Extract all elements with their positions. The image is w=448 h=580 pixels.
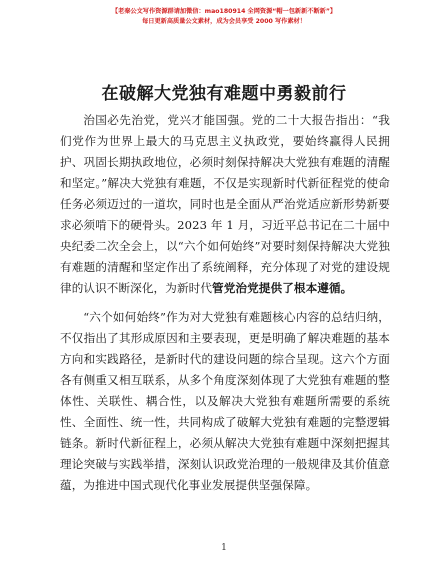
paragraph-2: “六个如何始终”作为对大党独有难题核心内容的总结归纳，不仅指出了其形成原因和主要表现，更是明确了解决难题的基本方向和实践路径，是新时代的建设问题的综合呈现。这六个方面各有侧重又相互联系，从多个角度深刻体现了大党独有难题的整体性、关联性、耦合性，以及解决大党独有难题所需要的系统性、全面性、统一性，共同构成了破解大党独有难题的完整逻辑链条。新时代新征程上，必须从解决大党独有难题中深刻把握其理论突破与实践举措，深刻认识政党治理的一般规律及其价值意蕴，为推进中国式现代化事业发展提供坚强保障。 <box>60 310 390 492</box>
page-number: 1 <box>221 543 227 553</box>
promo-line-2: 每日更新高质量公文素材，成为会员享受 2000 写作素材！ <box>142 18 306 25</box>
promo-line-1: 【老秦公文写作资源群请加微信：mao180914 全网资源“帽一包新新不断新”】 <box>111 8 337 15</box>
paragraph-1-text: 治国必先治党，党兴才能国强。党的二十大报告指出：“我们党作为世界上最大的马克思主义执政党，要始终赢得人民拥护、巩固长期执政地位，必须时刻保持解决大党独有难题的清醒和坚定。”解决大党独有难题，不仅是实现新时代新征程党的使命任务必须迈过的一道坎，同时也是全面从严治党适应新形势新要求必须啃下的硬骨头。2023 年 1 月，习近平总书记在二十届中央纪委二次全会上，以“六个如何始终”对要时刻保持解决大党独有难题的清醒和坚定作出了系统阐释，充分体现了对党的建设规律的认识不断深化，为新时代 <box>60 113 390 295</box>
document-body <box>60 110 390 504</box>
paragraph-1 <box>60 110 390 299</box>
paragraph-1-bold-text: 管党治党提供了根本遵循。 <box>212 281 353 295</box>
promo-banner <box>0 7 448 27</box>
document-title: 在破解大党独有难题中勇毅前行 <box>101 84 347 104</box>
